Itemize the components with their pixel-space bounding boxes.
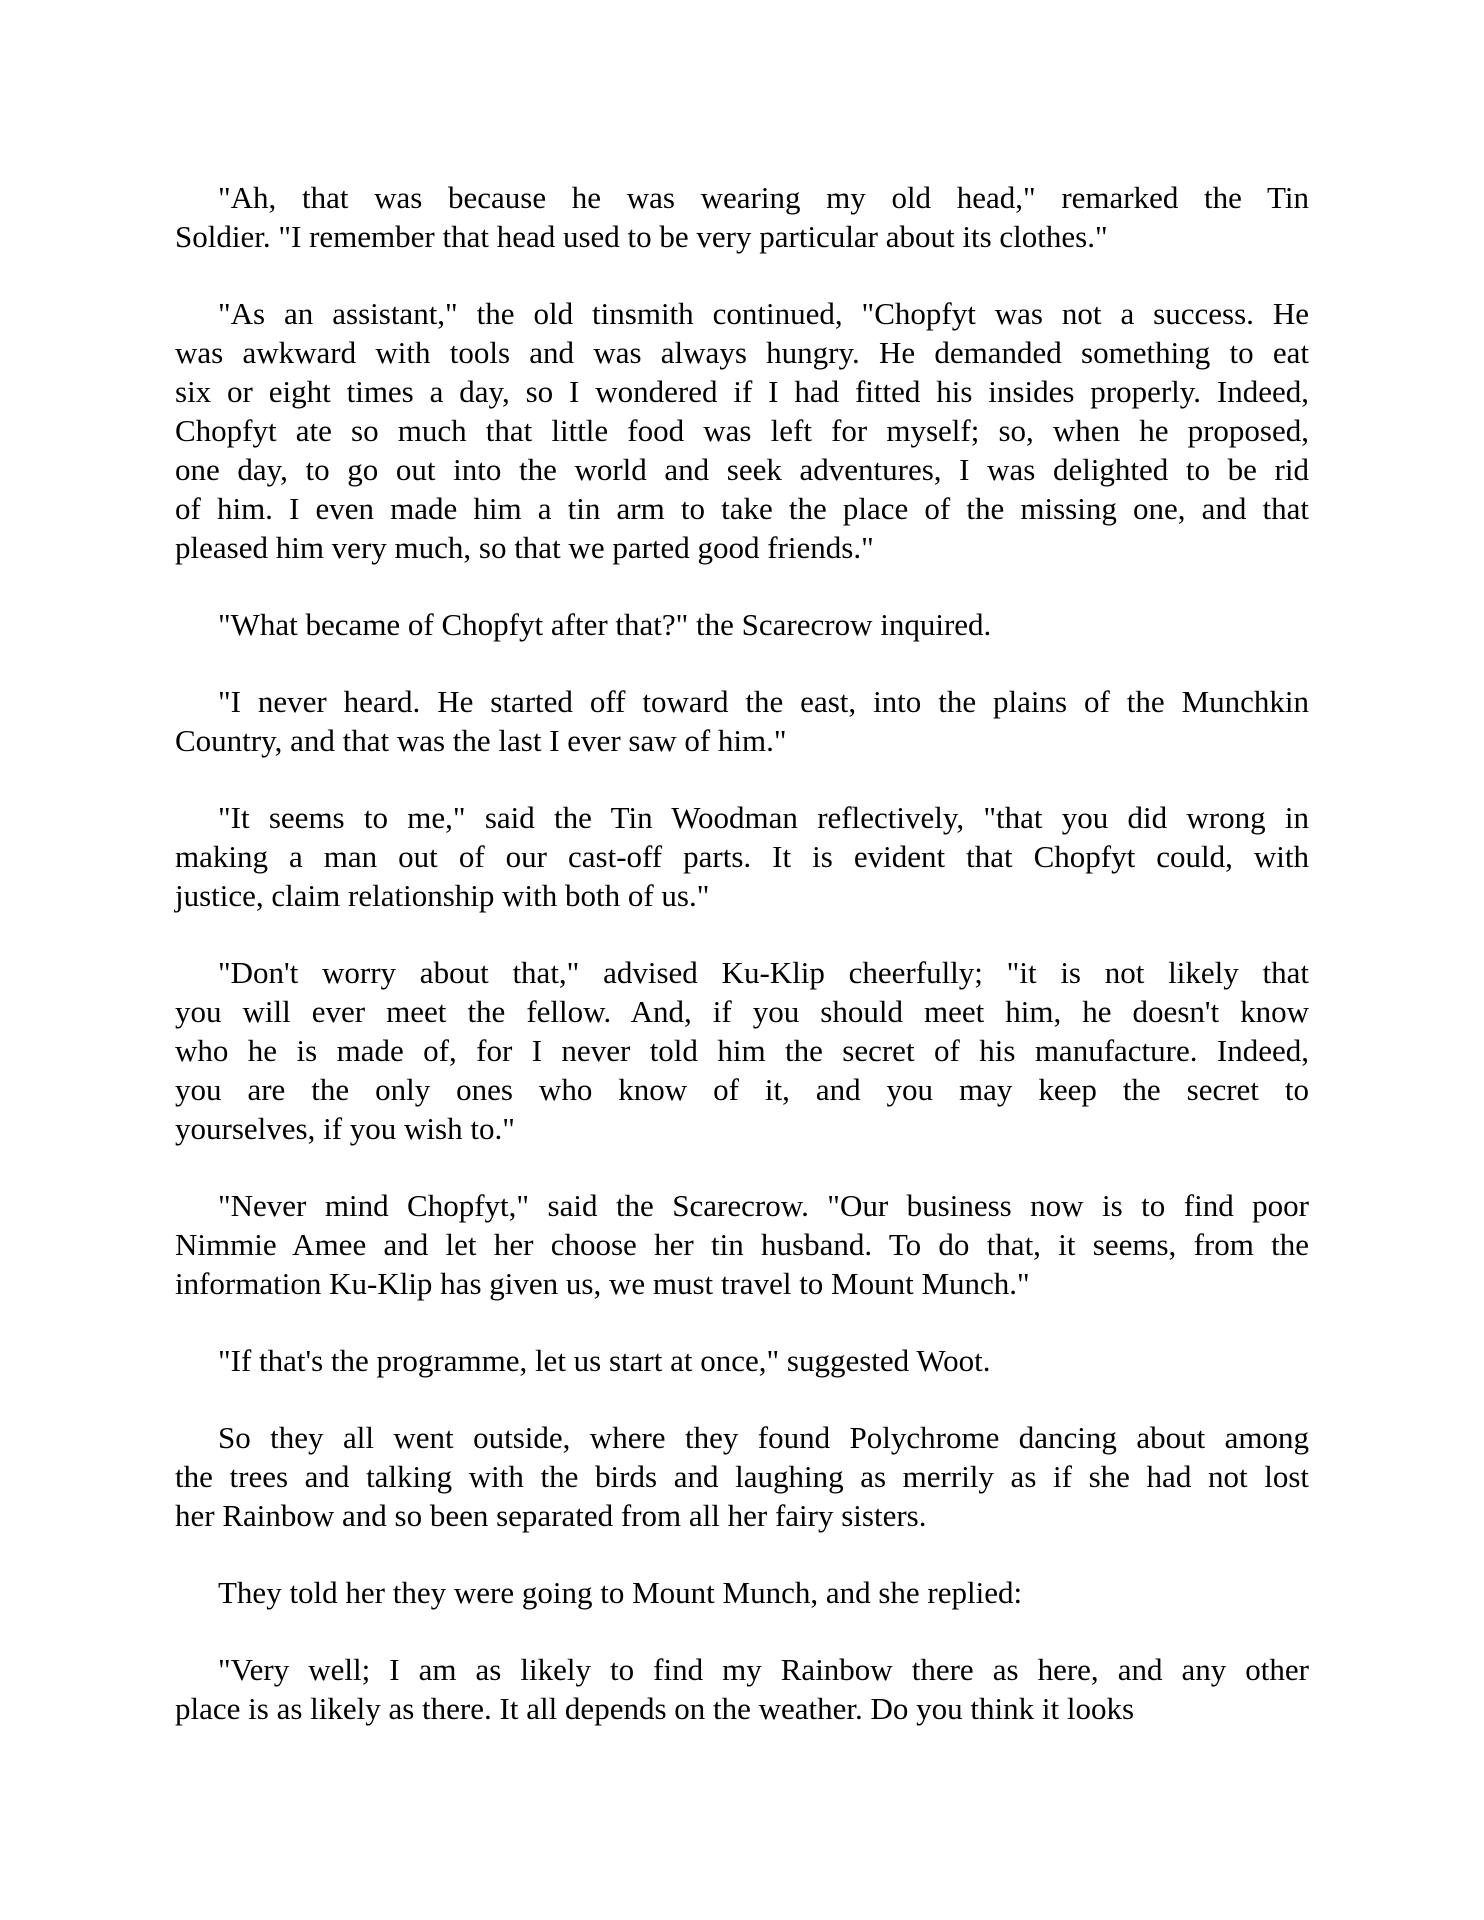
text-line: "What became of Chopfyt after that?" the Scarecrow inquired.	[218, 607, 992, 642]
text-line: justice, claim relationship with both of us."	[175, 878, 710, 913]
text-line: "Ah, that was because he was wearing my old head," remarked the Tin	[218, 180, 1309, 215]
paragraph	[175, 1186, 1309, 1303]
text-line: Soldier. "I remember that head used to be very particular about its clothes."	[175, 219, 1108, 254]
paragraph	[175, 1650, 1309, 1728]
text-line: Nimmie Amee and let her choose her tin husband. To do that, it seems, from the	[175, 1227, 1309, 1262]
text-line: of him. I even made him a tin arm to take the place of the missing one, and that	[175, 491, 1309, 526]
text-line: the trees and talking with the birds and laughing as merrily as if she had not lost	[175, 1459, 1309, 1494]
text-line: "As an assistant," the old tinsmith continued, "Chopfyt was not a success. He	[218, 296, 1309, 331]
text-line: They told her they were going to Mount Munch, and she replied:	[218, 1575, 1023, 1610]
text-line: "It seems to me," said the Tin Woodman reflectively, "that you did wrong in	[218, 800, 1309, 835]
paragraph	[175, 294, 1309, 567]
paragraph	[175, 1418, 1309, 1535]
book-page	[175, 178, 1309, 1728]
text-line: her Rainbow and so been separated from all her fairy sisters.	[175, 1498, 927, 1533]
text-line: Country, and that was the last I ever saw of him."	[175, 723, 787, 758]
text-line: place is as likely as there. It all depends on the weather. Do you think it looks	[175, 1691, 1135, 1726]
text-line: who he is made of, for I never told him the secret of his manufacture. Indeed,	[175, 1033, 1309, 1068]
text-line: "Never mind Chopfyt," said the Scarecrow. "Our business now is to find poor	[218, 1188, 1309, 1223]
text-line: you will ever meet the fellow. And, if you should meet him, he doesn't know	[175, 994, 1309, 1029]
text-line: one day, to go out into the world and seek adventures, I was delighted to be rid	[175, 452, 1309, 487]
paragraph	[175, 953, 1309, 1148]
paragraph	[175, 1341, 1309, 1380]
text-line: "Very well; I am as likely to find my Rainbow there as here, and any other	[218, 1652, 1309, 1687]
paragraph	[175, 605, 1309, 644]
text-line: you are the only ones who know of it, and you may keep the secret to	[175, 1072, 1309, 1107]
text-line: "I never heard. He started off toward the east, into the plains of the Munchkin	[218, 684, 1309, 719]
text-line: making a man out of our cast-off parts. It is evident that Chopfyt could, with	[175, 839, 1309, 874]
text-line: So they all went outside, where they found Polychrome dancing about among	[218, 1420, 1309, 1455]
paragraph	[175, 178, 1309, 256]
text-line: was awkward with tools and was always hungry. He demanded something to eat	[175, 335, 1309, 370]
paragraph	[175, 798, 1309, 915]
text-line: yourselves, if you wish to."	[175, 1111, 515, 1146]
text-line: pleased him very much, so that we parted good friends."	[175, 530, 874, 565]
paragraph	[175, 682, 1309, 760]
text-line: "If that's the programme, let us start at once," suggested Woot.	[218, 1343, 991, 1378]
text-line: six or eight times a day, so I wondered if I had fitted his insides properly. Indeed,	[175, 374, 1309, 409]
text-line: "Don't worry about that," advised Ku-Klip cheerfully; "it is not likely that	[218, 955, 1309, 990]
text-line: Chopfyt ate so much that little food was left for myself; so, when he proposed,	[175, 413, 1309, 448]
text-line: information Ku-Klip has given us, we must travel to Mount Munch."	[175, 1266, 1030, 1301]
paragraph	[175, 1573, 1309, 1612]
